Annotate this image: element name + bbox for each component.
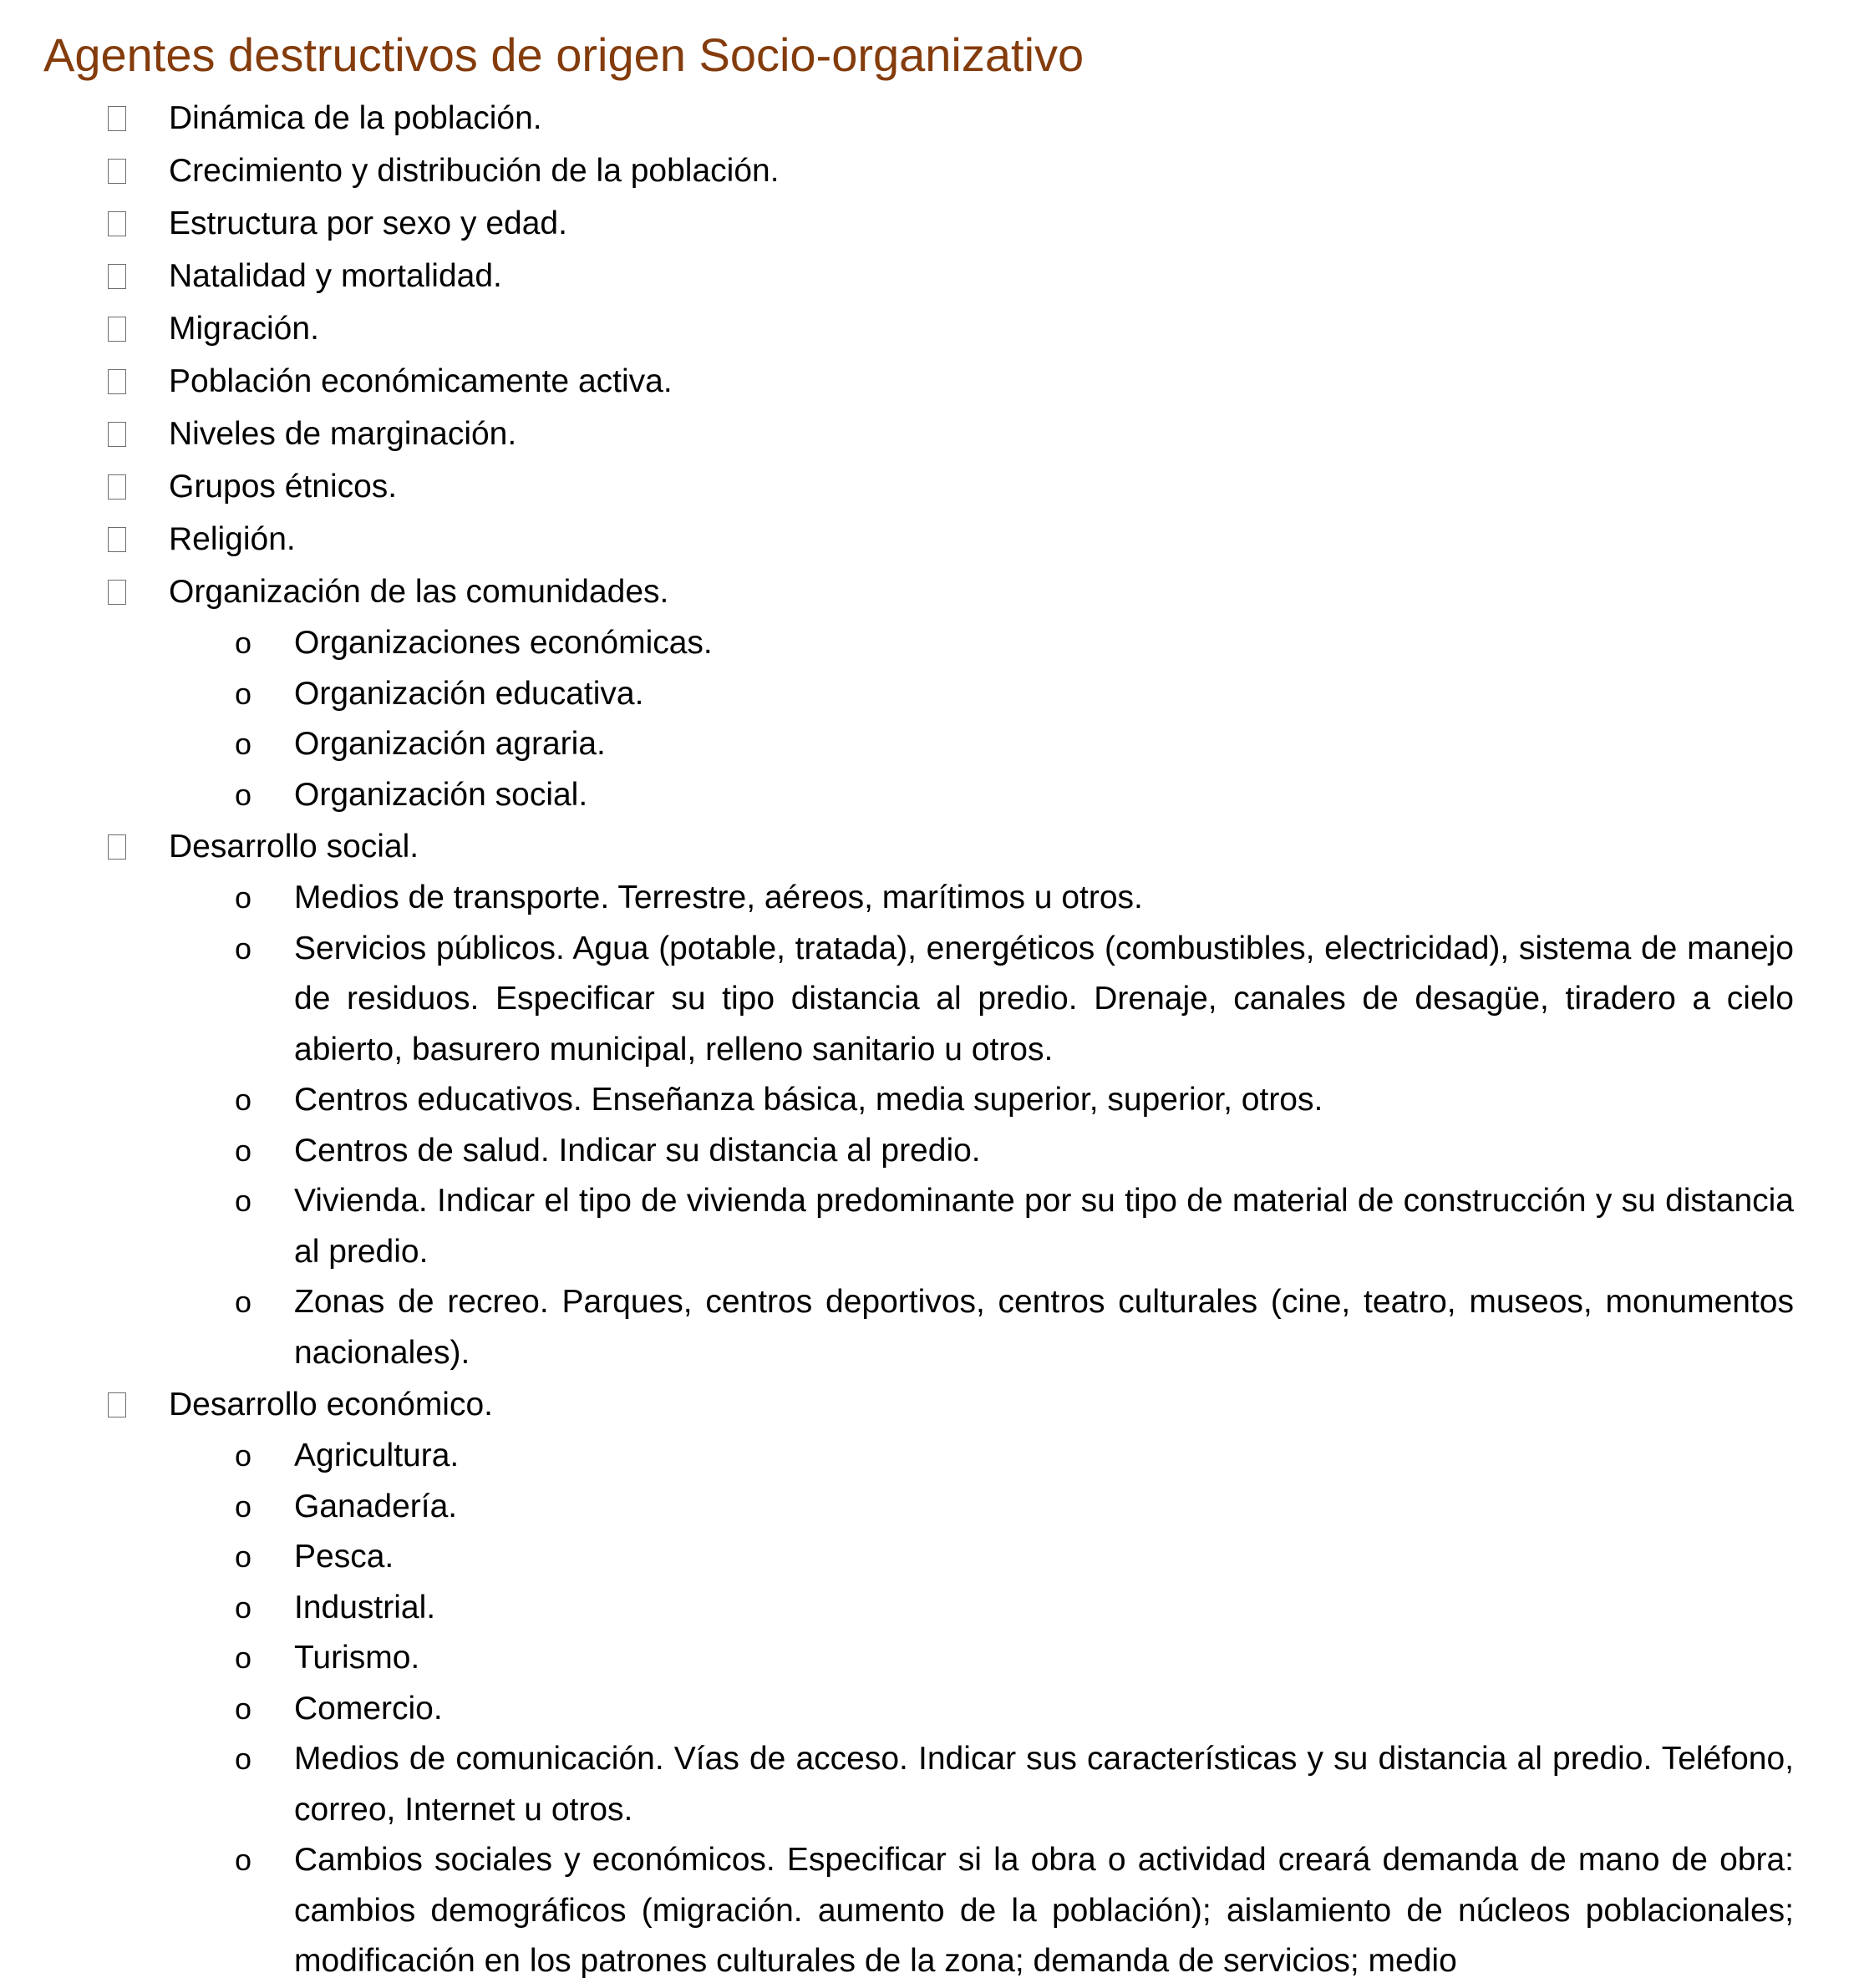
circle-bullet-icon: o	[234, 676, 252, 711]
list-item-text: Turismo.	[294, 1640, 420, 1676]
sub-list-item	[0, 1633, 1854, 1684]
list-item-text: Zonas de recreo. Parques, centros deportivos, centros culturales (cine, teatro, museos, monumentos nacionales).	[294, 1284, 1794, 1371]
list-item-text: Cambios sociales y económicos. Especificar si la obra o actividad creará demanda de mano de obra: cambios demográficos (migración. aumento de la población); aislamiento de núcleos poblacionales; modificación en los patrones culturales de la zona; demanda de servicios; medio	[294, 1842, 1794, 1979]
list-item-text: Servicios públicos. Agua (potable, tratada), energéticos (combustibles, electricidad), sistema de manejo de residuos. Especificar su tipo distancia al predio. Drenaje, canales de desagüe, tiradero a cielo abierto, basurero municipal, relleno sanitario u otros.	[294, 930, 1794, 1068]
list-item-text: Religión.	[169, 521, 296, 557]
sub-list-item	[0, 1075, 1854, 1126]
checkbox-bullet-icon	[108, 422, 126, 447]
checkbox-bullet-icon	[108, 527, 126, 552]
circle-bullet-icon: o	[234, 1438, 252, 1473]
circle-bullet-icon: o	[234, 931, 252, 966]
sub-list-item	[0, 1431, 1854, 1482]
sub-list-item	[0, 924, 1854, 1076]
sub-list-item	[0, 873, 1854, 924]
sub-list-item	[0, 770, 1854, 821]
sub-list-item	[0, 1126, 1854, 1177]
list-item	[0, 565, 1854, 618]
list-item	[0, 145, 1854, 197]
list-item-text: Estructura por sexo y edad.	[169, 205, 567, 241]
checkbox-bullet-icon	[108, 264, 126, 289]
list-item-text: Centros de salud. Indicar su distancia al predio.	[294, 1132, 981, 1169]
list-item	[0, 250, 1854, 302]
list-item	[0, 92, 1854, 145]
list-item	[0, 1378, 1854, 1431]
checkbox-bullet-icon	[108, 159, 126, 184]
list-item-text: Migración.	[169, 311, 319, 347]
list-item-text: Dinámica de la población.	[169, 100, 542, 136]
sub-list-item	[0, 1532, 1854, 1583]
list-item-text: Pesca.	[294, 1539, 394, 1575]
list-item	[0, 513, 1854, 565]
circle-bullet-icon: o	[234, 1843, 252, 1877]
checkbox-bullet-icon	[108, 1392, 126, 1417]
list-item-text: Natalidad y mortalidad.	[169, 258, 502, 294]
sub-list-item	[0, 1482, 1854, 1533]
sub-list-item	[0, 1176, 1854, 1277]
circle-bullet-icon: o	[234, 880, 252, 915]
list-item	[0, 820, 1854, 873]
checkbox-bullet-icon	[108, 106, 126, 131]
list-item-text: Medios de transporte. Terrestre, aéreos, marítimos u otros.	[294, 880, 1143, 915]
circle-bullet-icon: o	[234, 1691, 252, 1726]
checkbox-bullet-icon	[108, 834, 126, 860]
circle-bullet-icon: o	[234, 1083, 252, 1117]
sub-list-item	[0, 1277, 1854, 1378]
list-item-text: Desarrollo económico.	[169, 1387, 494, 1423]
checkbox-bullet-icon	[108, 211, 126, 236]
sub-list-item	[0, 719, 1854, 770]
list-item	[0, 197, 1854, 250]
circle-bullet-icon: o	[234, 1641, 252, 1675]
circle-bullet-icon: o	[234, 1488, 252, 1524]
list-item-text: Desarrollo social.	[169, 829, 419, 865]
list-item-text: Organización educativa.	[294, 675, 644, 712]
list-item-text: Medios de comunicación. Vías de acceso. Indicar sus características y su distancia al predio. Teléfono, correo, Internet u otros.	[294, 1741, 1794, 1828]
circle-bullet-icon: o	[234, 626, 252, 660]
section-heading: Agentes destructivos de origen Socio-organizativo	[43, 28, 1084, 81]
list-item-text: Población económicamente activa.	[169, 363, 673, 399]
list-item	[0, 302, 1854, 355]
sub-list-item	[0, 1734, 1854, 1835]
circle-bullet-icon: o	[234, 1742, 252, 1776]
list-item	[0, 408, 1854, 460]
list-item-text: Centros educativos. Enseñanza básica, media superior, superior, otros.	[294, 1082, 1323, 1118]
checkbox-bullet-icon	[108, 474, 126, 500]
sub-list-item	[0, 1583, 1854, 1634]
checkbox-bullet-icon	[108, 369, 126, 394]
list-item-text: Agricultura.	[294, 1438, 460, 1473]
sub-list-item	[0, 1684, 1854, 1735]
sub-list-item	[0, 669, 1854, 720]
checkbox-bullet-icon	[108, 580, 126, 605]
bullet-list	[0, 92, 1854, 1987]
list-item-text: Industrial.	[294, 1589, 436, 1625]
list-item-text: Comercio.	[294, 1690, 443, 1727]
list-item-text: Organizaciones económicas.	[294, 625, 713, 661]
list-item-text: Organización agraria.	[294, 726, 606, 762]
circle-bullet-icon: o	[234, 727, 252, 761]
list-item-text: Ganadería.	[294, 1488, 458, 1524]
circle-bullet-icon: o	[234, 1285, 252, 1319]
list-item-text: Niveles de marginación.	[169, 416, 517, 452]
sub-list-item	[0, 618, 1854, 669]
list-item-text: Crecimiento y distribución de la población.	[169, 153, 780, 189]
circle-bullet-icon: o	[234, 1133, 252, 1168]
checkbox-bullet-icon	[108, 317, 126, 342]
list-item-text: Organización social.	[294, 776, 588, 813]
circle-bullet-icon: o	[234, 1539, 252, 1574]
circle-bullet-icon: o	[234, 1184, 252, 1218]
list-item	[0, 460, 1854, 513]
list-item-text: Grupos étnicos.	[169, 469, 398, 505]
circle-bullet-icon: o	[234, 1590, 252, 1625]
circle-bullet-icon: o	[234, 777, 252, 812]
list-item	[0, 355, 1854, 408]
sub-list-item	[0, 1835, 1854, 1987]
list-item-text: Vivienda. Indicar el tipo de vivienda predominante por su tipo de material de construcción y su distancia al predio.	[294, 1183, 1794, 1270]
list-item-text: Organización de las comunidades.	[169, 574, 669, 610]
